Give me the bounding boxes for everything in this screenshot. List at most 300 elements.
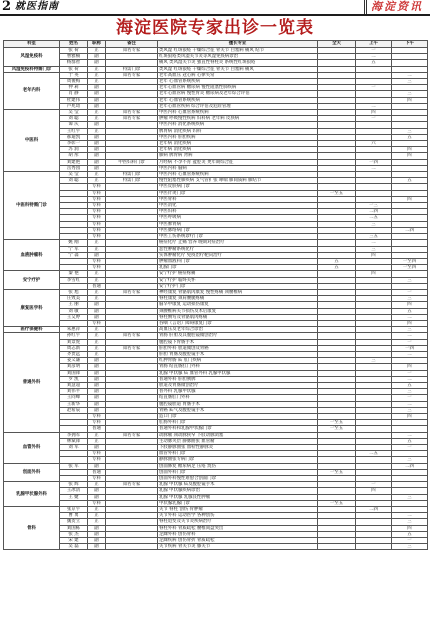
rank-cell: 正 bbox=[88, 438, 106, 444]
allday-cell: 一至五 bbox=[318, 500, 356, 506]
specialty-cell: 中医皮肤病门诊 bbox=[158, 184, 318, 190]
rank-cell: 副 bbox=[88, 358, 106, 364]
rank-cell: 副 bbox=[88, 159, 106, 165]
table-row bbox=[4, 544, 428, 550]
rank-cell: 正 bbox=[88, 172, 106, 178]
specialty-cell: 肿瘤 呼吸慢性疾病 妇科病 老年病 皮肤病 bbox=[158, 116, 318, 122]
name-cell: 庄致美 bbox=[60, 296, 88, 302]
specialty-cell: 中医脾胃病 bbox=[158, 221, 318, 227]
note-cell: 知名专家 bbox=[106, 333, 158, 339]
specialty-cell: 中医脉络病门诊 bbox=[158, 227, 318, 233]
am-cell: 二五 bbox=[356, 451, 392, 457]
specialty-cell: 中医内科 心血管系统疾病 bbox=[158, 172, 318, 178]
specialty-cell: 普通外科和乳腺甲状腺门诊 bbox=[158, 426, 318, 432]
specialty-cell: 胃癌 疝气及腹腔镜手术 bbox=[158, 407, 318, 413]
department-cell: 中医科 bbox=[4, 110, 60, 172]
rank-cell: 专科 bbox=[88, 203, 106, 209]
pm-cell: 五 bbox=[392, 308, 428, 314]
rank-cell: 正 bbox=[88, 513, 106, 519]
rank-cell: 正 bbox=[88, 345, 106, 351]
name-cell: 岳秀园 bbox=[60, 165, 88, 171]
rank-cell: 正 bbox=[88, 271, 106, 277]
pm-cell: 三 bbox=[392, 544, 428, 550]
rank-cell: 专科 bbox=[88, 209, 106, 215]
am-cell: 一 bbox=[356, 116, 392, 122]
rank-cell: 副 bbox=[88, 525, 106, 531]
rank-cell: 副 bbox=[88, 153, 106, 159]
rank-cell: 正 bbox=[88, 246, 106, 252]
pm-cell: 三 bbox=[392, 79, 428, 85]
specialty-cell: 老年病 消化疾病 bbox=[158, 147, 318, 153]
am-cell: 四 bbox=[356, 252, 392, 258]
name-cell: 刘 聪 bbox=[60, 116, 88, 122]
name-cell: 王艾婷 bbox=[60, 314, 88, 320]
rank-cell: 正 bbox=[88, 339, 106, 345]
rank-cell: 副 bbox=[88, 364, 106, 370]
am-cell: 一 bbox=[356, 48, 392, 54]
specialty-cell: 月经病 不孕不育 盆腔炎 更年期综合征 bbox=[158, 159, 318, 165]
name-cell: 刘国栋 bbox=[60, 525, 88, 531]
rank-cell: 正 bbox=[88, 110, 106, 116]
name-cell: 李拥军 bbox=[60, 432, 88, 438]
rank-cell: 副 bbox=[88, 314, 106, 320]
pm-cell: 三 bbox=[392, 91, 428, 97]
rank-cell: 副 bbox=[88, 122, 106, 128]
specialty-cell: 普外科 乳腺甲状腺 bbox=[158, 389, 318, 395]
name-cell: 王同峰 bbox=[60, 395, 88, 401]
specialty-cell: 老年 心血管系统疾病 bbox=[158, 79, 318, 85]
rank-cell: 专科 bbox=[88, 500, 106, 506]
am-cell bbox=[356, 544, 392, 550]
am-cell: 二五 bbox=[356, 215, 392, 221]
pm-cell: 二 bbox=[392, 376, 428, 382]
name-cell: 王 丽 bbox=[60, 302, 88, 308]
rank-cell: 正 bbox=[88, 482, 106, 488]
specialty-cell: 主动脉夹层 静脉曲张 血管瘤 bbox=[158, 438, 318, 444]
pm-cell: 三 bbox=[392, 494, 428, 500]
am-cell: 一 bbox=[356, 482, 392, 488]
allday-cell: 一至五 bbox=[318, 426, 356, 432]
pm-cell: 四 bbox=[392, 147, 428, 153]
allday-cell: 一至五 bbox=[318, 190, 356, 196]
rank-cell: 专科 bbox=[88, 476, 106, 482]
specialty-cell: 创面修复 糖尿病足 压疮 烧伤 bbox=[158, 463, 318, 469]
column-header: 全天 bbox=[318, 41, 356, 48]
am-cell: 三五 bbox=[356, 234, 392, 240]
name-cell: 张 军 bbox=[60, 463, 88, 469]
name-cell: 周志新 bbox=[60, 345, 88, 351]
pm-cell: 四 bbox=[392, 97, 428, 103]
department-cell: 中医科特需门诊 bbox=[4, 172, 60, 240]
pm-cell: 二 bbox=[392, 314, 428, 320]
specialty-cell: 乳腺 甲状腺 疝及腹腔镜手术 bbox=[158, 482, 318, 488]
am-cell: 一四 bbox=[356, 159, 392, 165]
name-cell: 姚 刚 bbox=[60, 240, 88, 246]
rank-cell: 正 bbox=[88, 333, 106, 339]
rank-cell: 专科 bbox=[88, 215, 106, 221]
name-cell: 刘景虎 bbox=[60, 339, 88, 345]
department-cell: 风湿免疫科 bbox=[4, 48, 60, 67]
rank-cell: 普通 bbox=[88, 283, 106, 289]
am-cell: 二 bbox=[356, 240, 392, 246]
rank-cell: 专科 bbox=[88, 420, 106, 426]
pm-cell: 三 bbox=[392, 327, 428, 333]
rank-cell: 副 bbox=[88, 308, 106, 314]
allday-cell: 一至五 bbox=[318, 469, 356, 475]
pm-cell: 三 bbox=[392, 277, 428, 283]
rank-cell: 正 bbox=[88, 128, 106, 134]
specialty-cell: 中医内科 脑病 bbox=[158, 165, 318, 171]
note-cell: 知名专家 bbox=[106, 48, 158, 54]
department-cell: 骨科 bbox=[4, 507, 60, 550]
specialty-cell: 中医呼吸病 bbox=[158, 215, 318, 221]
pm-cell: 一四 bbox=[392, 345, 428, 351]
specialty-cell: 类风湿 红斑狼疮 干燥综合征 骨关节 白塞病 痛风 bbox=[158, 66, 318, 72]
name-cell: 宁 军 bbox=[60, 246, 88, 252]
pm-cell: 三 bbox=[392, 457, 428, 463]
name-cell: 曹雅楠 bbox=[60, 54, 88, 60]
specialty-cell: 肿瘤血液科门诊 bbox=[158, 258, 318, 264]
rank-cell: 副 bbox=[88, 85, 106, 91]
name-cell: 张 杰 bbox=[60, 531, 88, 537]
rank-cell: 副 bbox=[88, 494, 106, 500]
name-cell: 吴 莹 bbox=[60, 172, 88, 178]
rank-cell: 副 bbox=[88, 165, 106, 171]
note-cell: 中医妇科门诊 bbox=[106, 159, 158, 165]
allday-cell bbox=[318, 544, 356, 550]
rank-cell: 副 bbox=[88, 370, 106, 376]
rank-cell: 副 bbox=[88, 134, 106, 140]
rank-cell: 副 bbox=[88, 103, 106, 109]
name-cell: 秦 艳 bbox=[60, 271, 88, 277]
specialty-cell: 创面外科慢性难愈合创面门诊 bbox=[158, 476, 318, 482]
am-cell: 二 bbox=[356, 165, 392, 171]
column-header: 擅长专业 bbox=[158, 41, 318, 48]
specialty-cell: 老年高血压 冠心病 心律失常 bbox=[158, 72, 318, 78]
am-cell: 四 bbox=[356, 271, 392, 277]
note-cell: 知名专家 bbox=[106, 110, 158, 116]
pm-cell: 四 bbox=[392, 320, 428, 326]
pm-cell: 二 bbox=[392, 72, 428, 78]
name-cell: 王 婕 bbox=[60, 494, 88, 500]
specialty-cell: 红肿胃肠 疝 肛门疾病 bbox=[158, 358, 318, 364]
specialty-cell: 中医骨科 bbox=[158, 196, 318, 202]
specialty-cell: 中医内科 肝胆疾病 bbox=[158, 134, 318, 140]
name-cell: 林斌锋 bbox=[60, 438, 88, 444]
rank-cell: 普通 bbox=[88, 426, 106, 432]
pm-cell: 二 bbox=[392, 351, 428, 357]
pm-cell: 四 bbox=[392, 302, 428, 308]
rank-cell: 副 bbox=[88, 445, 106, 451]
specialty-cell: 中医内科 消化系统疾病 bbox=[158, 122, 318, 128]
rank-cell: 副 bbox=[88, 389, 106, 395]
specialty-cell: 脊柱侧弯及骨骼肌肉疼痛 bbox=[158, 314, 318, 320]
am-cell: 四 bbox=[356, 488, 392, 494]
note-cell: 知名专家 bbox=[106, 432, 158, 438]
note-cell: 知名专家 bbox=[106, 116, 158, 122]
pm-cell: 五 bbox=[392, 382, 428, 388]
specialty-cell: 结直肠肛门外科 bbox=[158, 395, 318, 401]
department-cell: 血液肿瘤科 bbox=[4, 240, 60, 271]
department-cell: 风湿免疫科特需门诊 bbox=[4, 66, 60, 72]
allday-cell: 五 bbox=[318, 265, 356, 271]
rank-cell: 正 bbox=[88, 48, 106, 54]
specialty-cell: 肛肠外科门诊 bbox=[158, 420, 318, 426]
column-header: 姓名 bbox=[60, 41, 88, 48]
specialty-cell: 胃肠 结直肠肛门外科 bbox=[158, 364, 318, 370]
name-cell: 张 旭 bbox=[60, 289, 88, 295]
table-body bbox=[4, 48, 428, 550]
pm-cell: 四 bbox=[392, 413, 428, 419]
name-cell: 李彰一 bbox=[60, 141, 88, 147]
specialty-cell: 类风湿 红斑狼疮 干燥综合征 骨关节 白塞病 痛风 结节 bbox=[158, 48, 318, 54]
am-cell: 五 bbox=[356, 60, 392, 66]
pm-cell: 二 bbox=[392, 401, 428, 407]
name-cell: 谭 庆 bbox=[60, 122, 88, 128]
specialty-cell: 脑卒中康复 运动损伤康复 bbox=[158, 302, 318, 308]
rank-cell: 副 bbox=[88, 252, 106, 258]
specialty-cell: 造口门诊 bbox=[158, 413, 318, 419]
specialty-cell: 关节外科 运动医学 各种创伤 bbox=[158, 513, 318, 519]
column-header: 上午 bbox=[356, 41, 392, 48]
name-cell: 刘 军 bbox=[60, 445, 88, 451]
pm-cell: 一 bbox=[392, 339, 428, 345]
specialty-cell: 中医工伤系统诊疗门诊 bbox=[158, 234, 318, 240]
rank-cell: 正 bbox=[88, 240, 106, 246]
specialty-cell: 癌症化疗 止痛 营养 晚期对症治疗 bbox=[158, 240, 318, 246]
name-cell: 郝迪凯 bbox=[60, 134, 88, 140]
specialty-cell: 脊柱外科 骨质疏松 腰椎间盘突出 bbox=[158, 525, 318, 531]
rank-cell: 正 bbox=[88, 519, 106, 525]
rank-cell: 专科 bbox=[88, 413, 106, 419]
specialty-cell: 乳腺 甲状腺疾病诊治 bbox=[158, 488, 318, 494]
rank-cell: 副 bbox=[88, 488, 106, 494]
rank-cell: 副 bbox=[88, 60, 106, 66]
name-cell: 曹 勇 bbox=[60, 513, 88, 519]
name-cell: 朱惠萍 bbox=[60, 327, 88, 333]
rank-cell: 副 bbox=[88, 302, 106, 308]
name-cell: 苏 润 bbox=[60, 147, 88, 153]
name-cell: 张 荷 bbox=[60, 48, 88, 54]
name-cell: 姜义谦 bbox=[60, 358, 88, 364]
rank-cell: 副 bbox=[88, 407, 106, 413]
specialty-cell: 创面外科门诊 bbox=[158, 469, 318, 475]
name-cell: 宁 淼 bbox=[60, 252, 88, 258]
note-cell: 特需门诊 bbox=[106, 178, 158, 184]
am-cell: 二四 bbox=[356, 209, 392, 215]
specialty-cell: 神经康复 骨骼肌肉康复 慢性疼痛 颈腰椎病 bbox=[158, 289, 318, 295]
specialty-cell: 下肢静脉曲张 血栓性静脉炎 bbox=[158, 445, 318, 451]
name-cell: 仲 莉 bbox=[60, 85, 88, 91]
name-cell: 罗 凯 bbox=[60, 376, 88, 382]
column-header: 科室 bbox=[4, 41, 60, 48]
pm-cell: 三 bbox=[392, 407, 428, 413]
rank-cell: 专科 bbox=[88, 320, 106, 326]
page-header bbox=[0, 0, 430, 16]
specialty-cell: 脾胃病 消化疾病 妇科 bbox=[158, 128, 318, 134]
rank-cell: 正 bbox=[88, 277, 106, 283]
rank-cell: 正 bbox=[88, 66, 106, 72]
name-cell: 孙红宇 bbox=[60, 333, 88, 339]
pm-cell: 一 bbox=[392, 538, 428, 544]
specialty-cell: 红斑狼疮类风湿关节炎等风湿免疫病诊治 bbox=[158, 54, 318, 60]
name-cell: 刘国锋 bbox=[60, 370, 88, 376]
name-cell: 王新华 bbox=[60, 401, 88, 407]
rank-cell: 正 bbox=[88, 116, 106, 122]
note-cell: 知名专家 bbox=[106, 72, 158, 78]
am-cell: 一 bbox=[356, 85, 392, 91]
specialty-cell: 老年心血管病 慢性胃炎 糖尿病及老年综合评估 bbox=[158, 91, 318, 97]
pm-cell: 一至四 bbox=[392, 265, 428, 271]
specialty-cell: 甲状腺乳腺门诊 bbox=[158, 500, 318, 506]
department-cell: 乳腺甲状腺外科 bbox=[4, 482, 60, 507]
name-cell: 张 辉 bbox=[60, 482, 88, 488]
rank-cell: 普通 bbox=[88, 469, 106, 475]
pm-cell: 三 bbox=[392, 519, 428, 525]
department-cell: 医疗保健科 bbox=[4, 327, 60, 333]
rank-cell: 专科 bbox=[88, 196, 106, 202]
column-header: 职称 bbox=[88, 41, 106, 48]
pm-cell: 二 bbox=[392, 333, 428, 339]
name-cell: 胡 彤 bbox=[60, 153, 88, 159]
note-cell: 特需门诊 bbox=[106, 66, 158, 72]
rank-cell: 正 bbox=[88, 72, 106, 78]
specialty-cell: 安宁疗护 临终关怀 bbox=[158, 277, 318, 283]
specialty-cell: 乳腺 甲状腺 疝 血管外科 乳腺甲状腺 bbox=[158, 370, 318, 376]
name-cell: 王冰清 bbox=[60, 488, 88, 494]
rank-cell: 正 bbox=[88, 178, 106, 184]
department-cell: 安宁疗护 bbox=[4, 271, 60, 290]
name-cell: 刘慧超 bbox=[60, 382, 88, 388]
name-cell: 齐贵远 bbox=[60, 351, 88, 357]
pm-cell: 二 bbox=[392, 513, 428, 519]
page-title: 海淀医院专家出诊一览表 bbox=[116, 18, 314, 38]
name-cell: 杨群智 bbox=[60, 60, 88, 66]
rank-cell: 副 bbox=[88, 91, 106, 97]
page-number: 2 bbox=[2, 0, 12, 14]
rank-cell: 专科 bbox=[88, 227, 106, 233]
name-cell: 吴 磊 bbox=[60, 544, 88, 550]
specialty-cell: 颈腰椎病关节损伤及术后康复 bbox=[158, 308, 318, 314]
specialty-cell: 足踝外科 创伤骨科 bbox=[158, 531, 318, 537]
rank-cell: 副 bbox=[88, 54, 106, 60]
rank-cell: 正 bbox=[88, 327, 106, 333]
schedule-table bbox=[3, 40, 428, 550]
am-cell: 一三 bbox=[356, 203, 392, 209]
pm-cell: 一 bbox=[392, 445, 428, 451]
rank-cell: 副 bbox=[88, 538, 106, 544]
rank-cell: 专科 bbox=[88, 184, 106, 190]
specialty-cell: 恶性肿瘤系统化疗 bbox=[158, 246, 318, 252]
rank-cell: 专科 bbox=[88, 457, 106, 463]
specialty-cell: 中医妇科 bbox=[158, 209, 318, 215]
specialty-cell: 老年心血管病 糖尿病 慢性阻塞性肺疾病 bbox=[158, 85, 318, 91]
name-cell: 刘 聪 bbox=[60, 178, 88, 184]
table-header bbox=[4, 41, 428, 48]
am-cell: 二 bbox=[356, 103, 392, 109]
rank-cell: 专科 bbox=[88, 221, 106, 227]
pm-cell: 五 bbox=[392, 178, 428, 184]
am-cell: 六 bbox=[356, 141, 392, 147]
rank-cell: 副 bbox=[88, 463, 106, 469]
am-cell: 三 bbox=[356, 221, 392, 227]
pm-cell: 四 bbox=[392, 196, 428, 202]
pm-cell: 五 bbox=[392, 438, 428, 444]
section-name: 就医指南 bbox=[15, 1, 59, 12]
name-cell: 卢兆琦 bbox=[60, 103, 88, 109]
name-cell: 李雪红 bbox=[60, 277, 88, 283]
rank-cell: 正 bbox=[88, 432, 106, 438]
rank-cell: 副 bbox=[88, 141, 106, 147]
name-cell: 王红宇 bbox=[60, 128, 88, 134]
note-cell: 特需门诊 bbox=[106, 172, 158, 178]
am-cell: 三 bbox=[356, 358, 392, 364]
rank-cell: 副 bbox=[88, 97, 106, 103]
name-cell: 肖 静 bbox=[60, 91, 88, 97]
pm-cell: 四 bbox=[392, 525, 428, 531]
name-cell: 刘建艳 bbox=[60, 159, 88, 165]
specialty-cell: 腹腔镜下胃肠手术 bbox=[158, 339, 318, 345]
specialty-cell: 胃肠 肝胆及其腹腔镜微创治疗 bbox=[158, 333, 318, 339]
specialty-cell: 老年心血管疾病 综合评估及危险管理 bbox=[158, 103, 318, 109]
am-cell: 四 bbox=[356, 110, 392, 116]
specialty-cell: 肝胆 胃肠及腹腔镜手术 bbox=[158, 351, 318, 357]
pm-cell: 一 bbox=[392, 289, 428, 295]
column-header: 备注 bbox=[106, 41, 158, 48]
name-cell: 刘彦明 bbox=[60, 364, 88, 370]
am-cell: 二四 bbox=[356, 507, 392, 513]
pm-cell: 二 bbox=[392, 432, 428, 438]
specialty-cell: 中医针灸门诊 bbox=[158, 190, 318, 196]
note-cell: 知名专家 bbox=[106, 345, 158, 351]
name-cell: 于 英 bbox=[60, 72, 88, 78]
specialty-cell: 吞咽（言语）障碍康复门诊 bbox=[158, 320, 318, 326]
specialty-cell: 腹腔镜胆道 胃肠手术 bbox=[158, 401, 318, 407]
pm-cell: 三 bbox=[392, 128, 428, 134]
rank-cell: 正 bbox=[88, 351, 106, 357]
name-cell: 赵希辰 bbox=[60, 407, 88, 413]
rank-cell: 副 bbox=[88, 401, 106, 407]
rank-cell: 专科 bbox=[88, 258, 106, 264]
rank-cell: 副 bbox=[88, 376, 106, 382]
pm-cell: 四 bbox=[392, 153, 428, 159]
specialty-cell: 安宁疗护 癌症疼痛 bbox=[158, 271, 318, 277]
column-header: 下午 bbox=[392, 41, 428, 48]
department-cell: 老年内科 bbox=[4, 72, 60, 109]
name-cell: 张 荷 bbox=[60, 66, 88, 72]
specialty-cell: 安宁疗护门诊 bbox=[158, 283, 318, 289]
rank-cell: 副 bbox=[88, 395, 106, 401]
specialty-cell: 血管外科门诊 bbox=[158, 451, 318, 457]
pm-cell: 二四 bbox=[392, 227, 428, 233]
specialty-cell: 脊柱退变及关节炎疾病治疗 bbox=[158, 519, 318, 525]
pm-cell: 一 bbox=[392, 370, 428, 376]
pm-cell: 一至四 bbox=[392, 258, 428, 264]
name-cell: 周俊梅 bbox=[60, 79, 88, 85]
specialty-cell: 老年病 消化疾病 bbox=[158, 141, 318, 147]
specialty-cell: 肝胆外科 胆道微创及胃癌 bbox=[158, 345, 318, 351]
specialty-cell: 脊柱康复 颈肩腰腿疼痛 bbox=[158, 296, 318, 302]
specialty-cell: 乳腺 甲状腺 乳腺良性肿瘤 bbox=[158, 494, 318, 500]
rank-cell: 专科 bbox=[88, 234, 106, 240]
specialty-cell: 中医内科 心血管系统疾病 bbox=[158, 110, 318, 116]
am-cell: 三 bbox=[356, 246, 392, 252]
allday-cell: 一至五 bbox=[318, 420, 356, 426]
rank-cell: 副 bbox=[88, 544, 106, 550]
specialty-cell: 中医消化 bbox=[158, 203, 318, 209]
rank-cell: 副 bbox=[88, 382, 106, 388]
pm-cell: 二四 bbox=[392, 463, 428, 469]
